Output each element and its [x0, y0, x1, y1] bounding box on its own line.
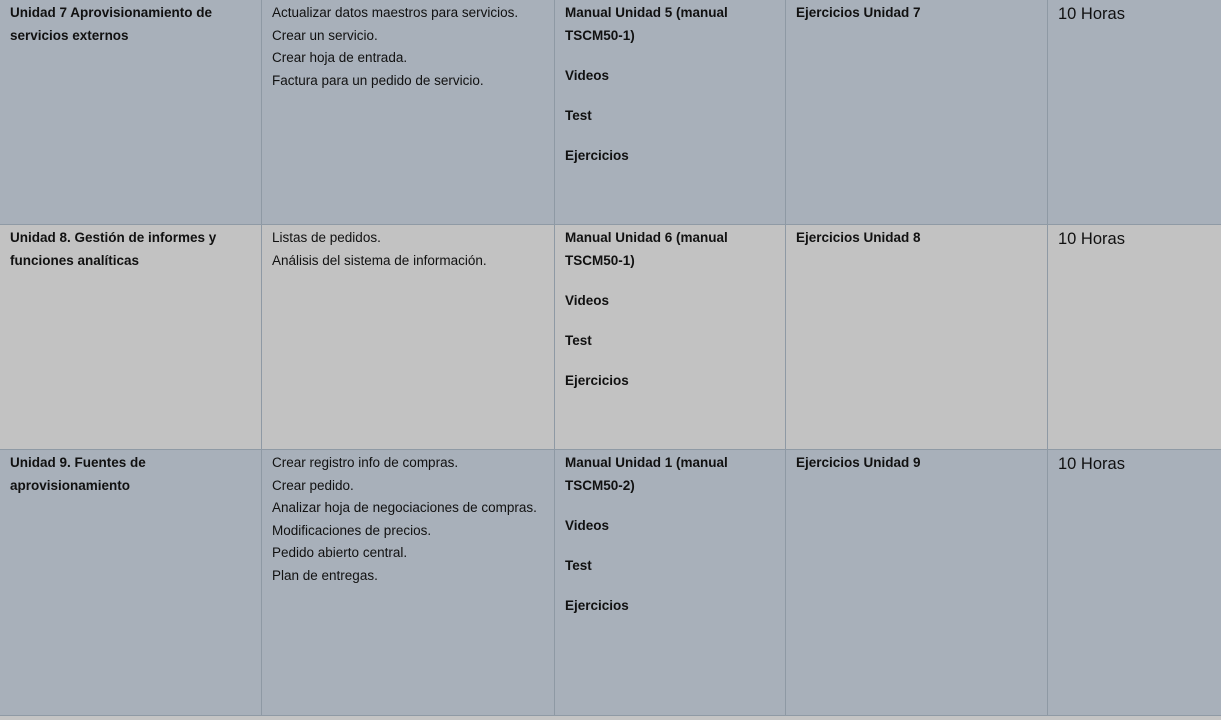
content-item: Análisis del sistema de información.: [272, 252, 487, 268]
content-item: Crear un servicio.: [272, 27, 378, 43]
materials-cell: [555, 225, 786, 449]
material-item: Videos: [565, 517, 610, 533]
materials-cell: [555, 450, 786, 715]
hours-cell: 10 Horas: [1058, 455, 1125, 473]
unit-cell: Unidad 7 Aprovisionamiento de servicios externos: [0, 0, 262, 224]
material-item: Videos: [565, 292, 610, 308]
material-item: Test: [565, 332, 592, 348]
hours-cell: 10 Horas: [1058, 230, 1125, 248]
exercises-cell: Ejercicios Unidad 8: [786, 225, 1048, 449]
content-item: Crear registro info de compras.: [272, 455, 459, 470]
material-item: Manual Unidad 6 (manual TSCM50-1): [565, 230, 728, 268]
material-item: Manual Unidad 5 (manual TSCM50-1): [565, 5, 728, 43]
content-item: Analizar hoja de negociaciones de compras.: [272, 500, 537, 516]
content-item: Modificaciones de precios.: [272, 522, 432, 538]
content-item: Actualizar datos maestros para servicios.: [272, 5, 519, 20]
unit-cell: Unidad 8. Gestión de informes y funciones analíticas: [0, 225, 262, 449]
content-item: Listas de pedidos.: [272, 230, 381, 245]
material-item: Ejercicios: [565, 148, 629, 164]
material-item: Test: [565, 557, 592, 573]
contents-cell: [262, 225, 555, 449]
content-item: Crear hoja de entrada.: [272, 50, 408, 66]
material-item: Ejercicios: [565, 373, 629, 389]
content-item: Plan de entregas.: [272, 567, 378, 583]
exercises-cell: Ejercicios Unidad 9: [786, 450, 1048, 715]
contents-cell: [262, 0, 555, 224]
contents-cell: [262, 450, 555, 715]
material-item: Test: [565, 107, 592, 123]
content-item: Pedido abierto central.: [272, 545, 408, 561]
table-row: [0, 450, 1221, 716]
material-item: Videos: [565, 67, 610, 83]
unit-cell: Unidad 9. Fuentes de aprovisionamiento: [0, 450, 262, 715]
table-row: [0, 225, 1221, 450]
materials-cell: [555, 0, 786, 224]
table-row: [0, 0, 1221, 225]
content-item: Crear pedido.: [272, 477, 354, 493]
hours-cell: 10 Horas: [1058, 5, 1125, 23]
material-item: Ejercicios: [565, 598, 629, 614]
exercises-cell: Ejercicios Unidad 7: [786, 0, 1048, 224]
content-item: Factura para un pedido de servicio.: [272, 72, 484, 88]
material-item: Manual Unidad 1 (manual TSCM50-2): [565, 455, 728, 493]
